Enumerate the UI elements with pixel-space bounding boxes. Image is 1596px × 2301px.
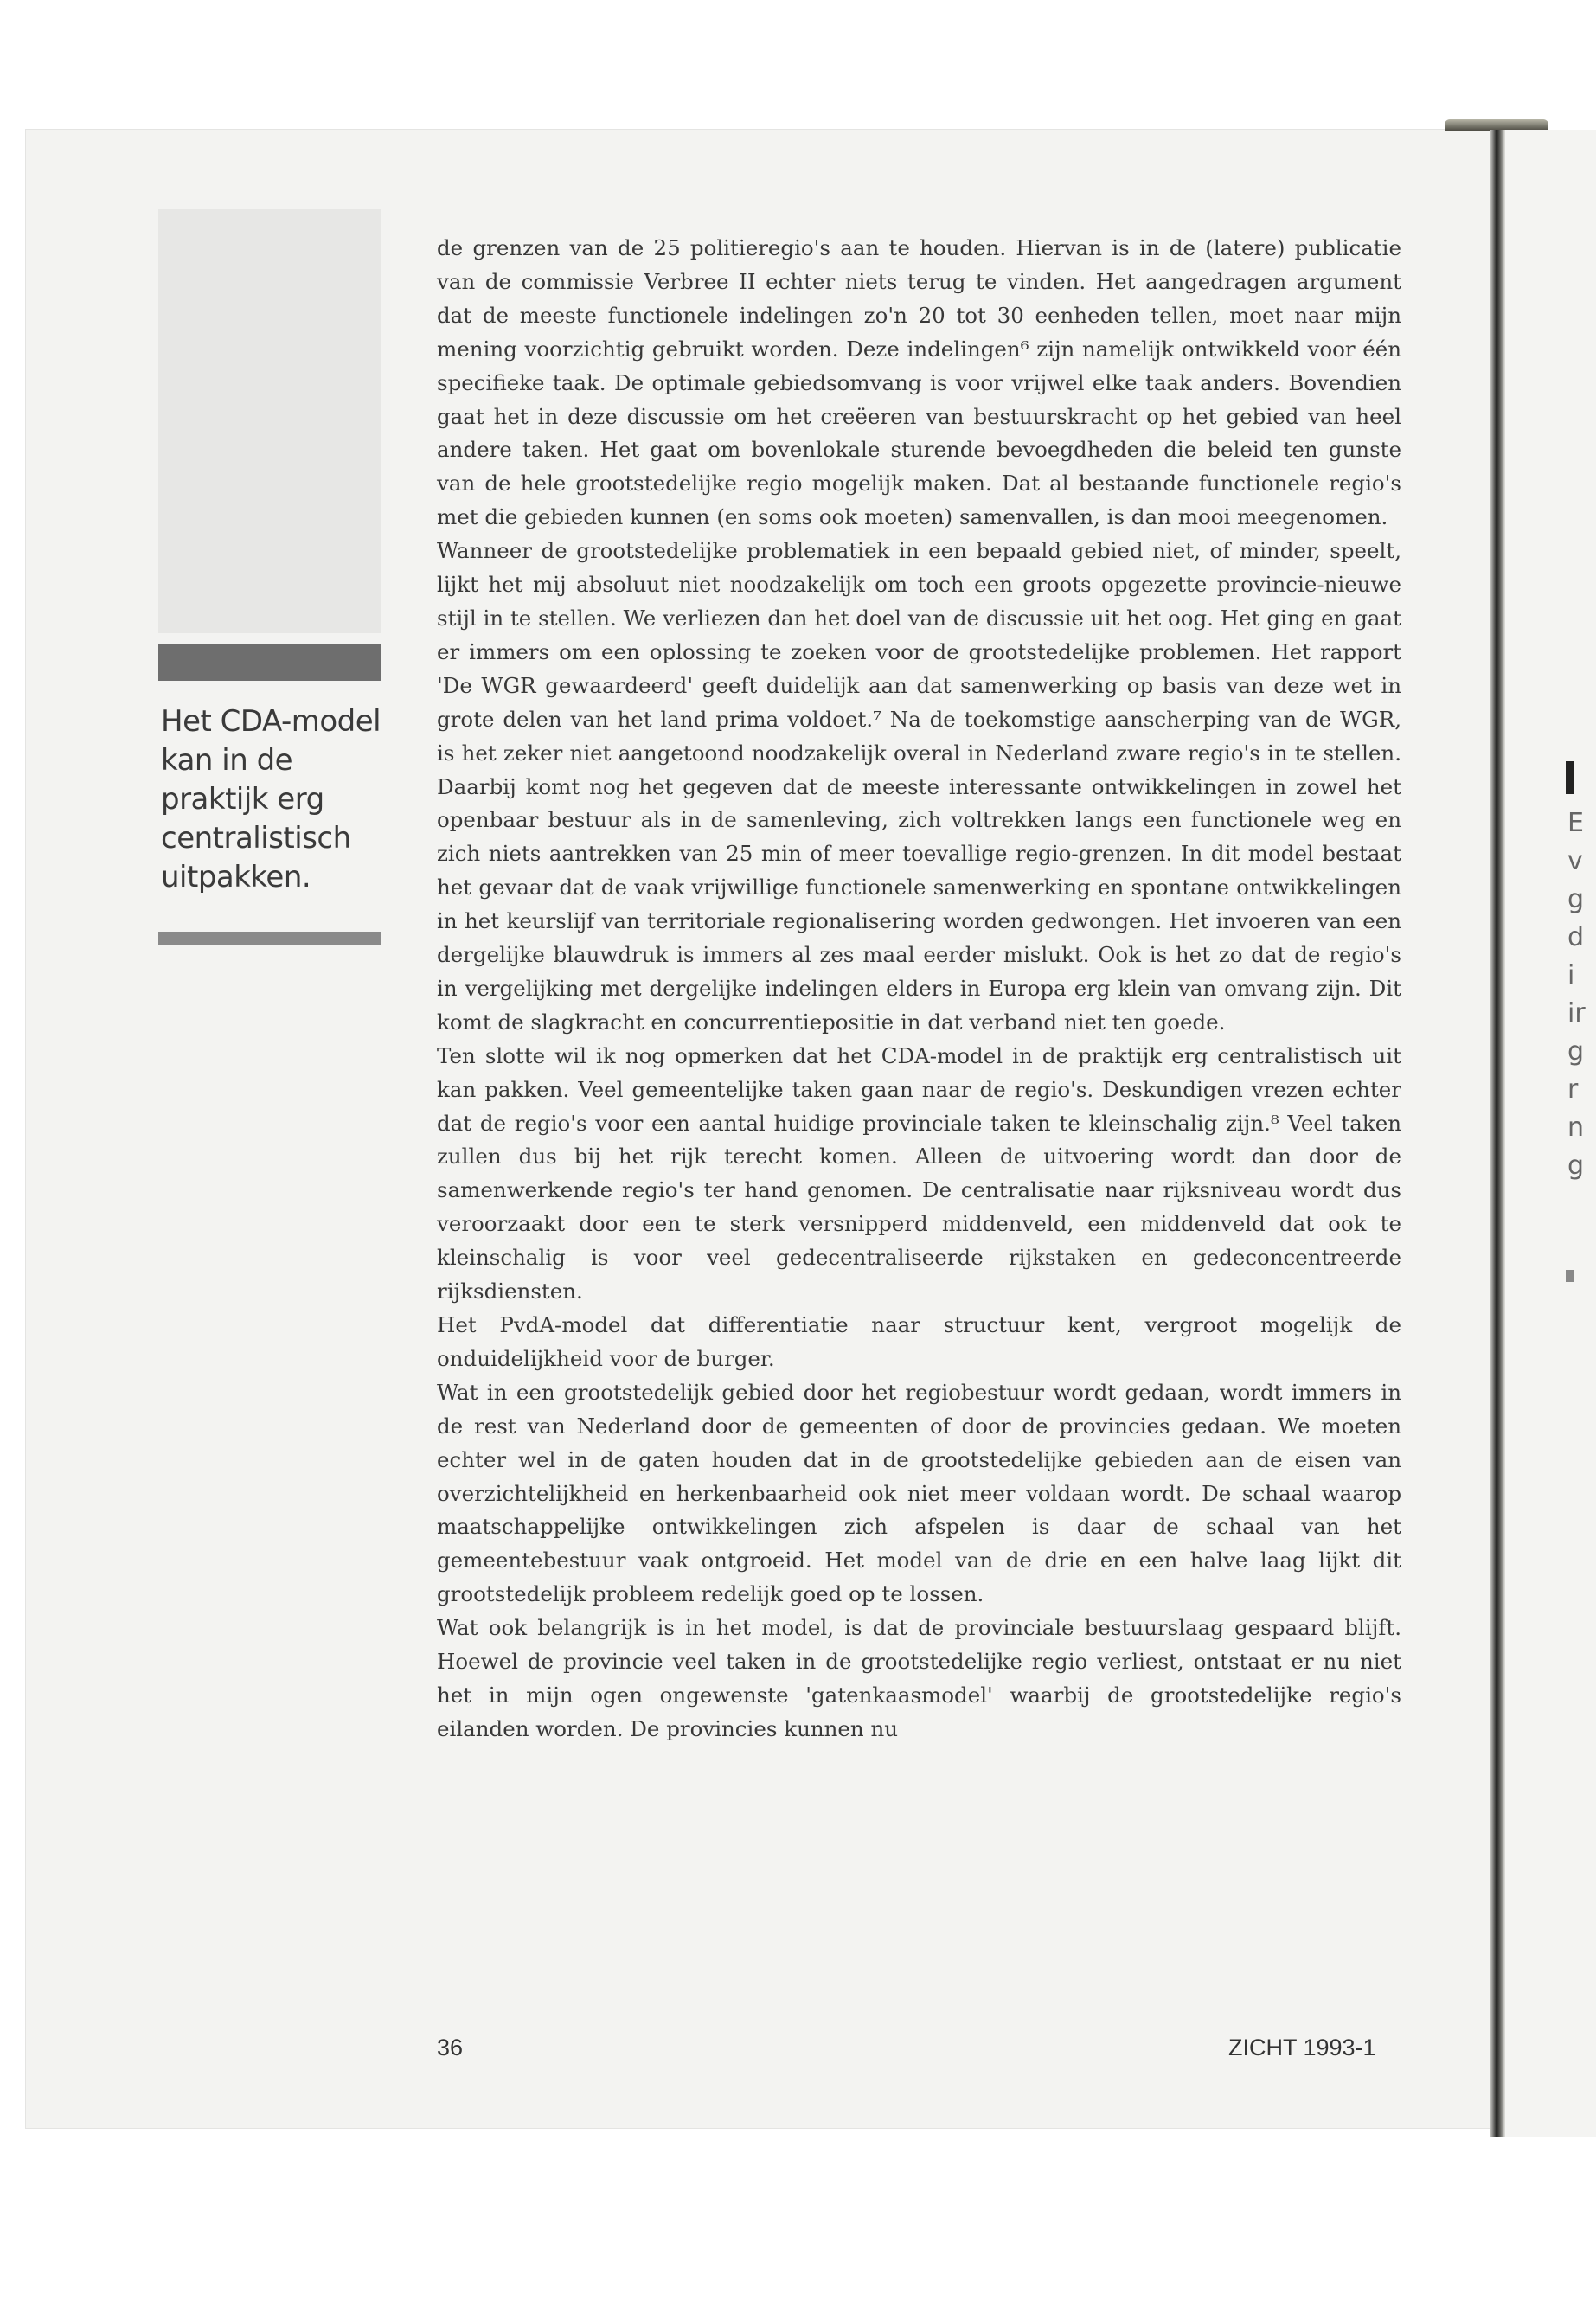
paragraph: de grenzen van de 25 politieregio's aan te houden. Hiervan is in de (latere) publicatie van de commissie Verbree II echter niets terug te vinden. Het aangedragen argument dat de meeste functionele indelingen zo'n 20 tot 30 eenheden tellen, moet naar mijn mening voorzichtig gebruikt worden. Deze indelingen⁶ zijn namelijk ontwikkeld voor één specifieke taak. De optimale gebiedsomvang is voor vrijwel elke taak anders. Bovendien gaat het in deze discussie om het creëeren van bestuurskracht op het gebied van heel andere taken. Het gaat om bovenlokale sturende bevoegdheden die beleid ten gunste van de hele grootstedelijke regio mogelijk maken. Dat al bestaande functionele regio's met die gebieden kunnen (en soms ook moeten) samenvallen, is dan mooi meegenomen. — [437, 235, 1401, 530]
fragment-letter: ir — [1567, 998, 1586, 1029]
paragraph: Ten slotte wil ik nog opmerken dat het CDA-model in de praktijk erg centralistisch uit kan pakken. Veel gemeentelijke taken gaan naar de regio's. Deskundigen vrezen echter dat de regio's voor een aantal huidige provinciale taken te kleinschalig zijn.⁸ Veel taken zullen dus bij het rijk terecht komen. Alleen de uitvoering wordt dan door de samenwerkende regio's ter hand genomen. De centralisatie naar rijksniveau wordt dus veroorzaakt door een te sterk versnipperd middenveld, een middenveld dat ook te kleinschalig is voor veel gedecentraliseerde rijkstaken en gedeconcentreerde rijksdiensten. — [437, 1042, 1401, 1304]
fragment-letter: r — [1567, 1074, 1579, 1105]
pull-quote: Het CDA-model kan in de praktijk erg centralistisch uitpakken. — [161, 704, 381, 894]
paragraph: Het PvdA-model dat differentiatie naar structuur kent, vergroot mogelijk de onduidelijkheid voor de burger. — [437, 1312, 1401, 1371]
pull-quote-top-rule — [158, 644, 381, 681]
paragraph: Wanneer de grootstedelijke problematiek in een bepaald gebied niet, of minder, speelt, lijkt het mij absoluut niet noodzakelijk om toch een groots opgezette provincie-nieuwe stijl in te stellen. We verliezen dan het doel van de discussie uit het oog. Het ging en gaat er immers om een oplossing te zoeken voor de grootstedelijke problemen. Het rapport 'De WGR gewaardeerd' geeft duidelijk aan dat samenwerking op basis van deze wet in grote delen van het land prima voldoet.⁷ Na de toekomstige aanscherping van de WGR, is het zeker niet aangetoond noodzakelijk overal in Nederland zware regio's in te stellen. Daarbij komt nog het gegeven dat de meeste interessante ontwikkelingen in zowel het openbaar bestuur als in de samenleving, zich voltrekken langs een functionele weg en zich niets aantrekken van 25 min of meer toevallige regio-grenzen. In dit model bestaat het gevaar dat de vaak vrijwillige functionele samenwerking en spontane ontwikkelingen in het keurslijf van territoriale regionalisering worden gedwongen. Het invoeren van een dergelijke blauwdruk is immers al zes maal eerder mislukt. Ook is het zo dat de regio's in vergelijking met dergelijke indelingen elders in Europa erg klein van omvang zijn. Dit komt de slagkracht en concurrentiepositie in dat verband niet ten goede. — [437, 538, 1401, 1035]
fragment-letter: n — [1567, 1112, 1585, 1143]
fragment-letter: g — [1567, 884, 1585, 914]
paragraph: Wat ook belangrijk is in het model, is dat de provinciale bestuurslaag gespaard blijft. Hoewel de provincie veel taken in de grootstedelijke regio verliest, ontstaat er nu niet het in mijn ogen ongewenste 'gatenkaasmodel' waarbij de grootstedelijke regio's eilanden worden. De provincies kunnen nu — [437, 1615, 1401, 1741]
fragment-letter: d — [1567, 922, 1585, 952]
book-spine — [1490, 130, 1505, 2137]
article-body — [437, 232, 1401, 1747]
next-page-fragment — [1567, 804, 1593, 1185]
fragment-letter: E — [1567, 808, 1584, 838]
pull-quote-bottom-rule — [158, 932, 381, 945]
page-number: 36 — [437, 2035, 464, 2061]
next-page-marker — [1566, 761, 1574, 794]
next-page-small-marker — [1566, 1270, 1574, 1282]
fragment-letter: g — [1567, 1150, 1585, 1181]
fragment-letter: i — [1567, 960, 1575, 990]
journal-issue: ZICHT 1993-1 — [1228, 2035, 1376, 2061]
sidebar-gray-panel — [158, 209, 381, 633]
fragment-letter: v — [1567, 846, 1583, 876]
paragraph: Wat in een grootstedelijk gebied door het regiobestuur wordt gedaan, wordt immers in de rest van Nederland door de gemeenten of door de provincies gedaan. We moeten echter wel in de gaten houden dat in de grootstedelijke gebieden aan de eisen van overzichtelijkheid en herkenbaarheid ook niet meer voldaan wordt. De schaal waarop maatschappelijke ontwikkelingen zich afspelen is daar de schaal van het gemeentebestuur vaak ontgroeid. Het model van de drie en een halve laag lijkt dit grootstedelijk probleem redelijk goed op te lossen. — [437, 1379, 1401, 1607]
fragment-letter: g — [1567, 1036, 1585, 1067]
